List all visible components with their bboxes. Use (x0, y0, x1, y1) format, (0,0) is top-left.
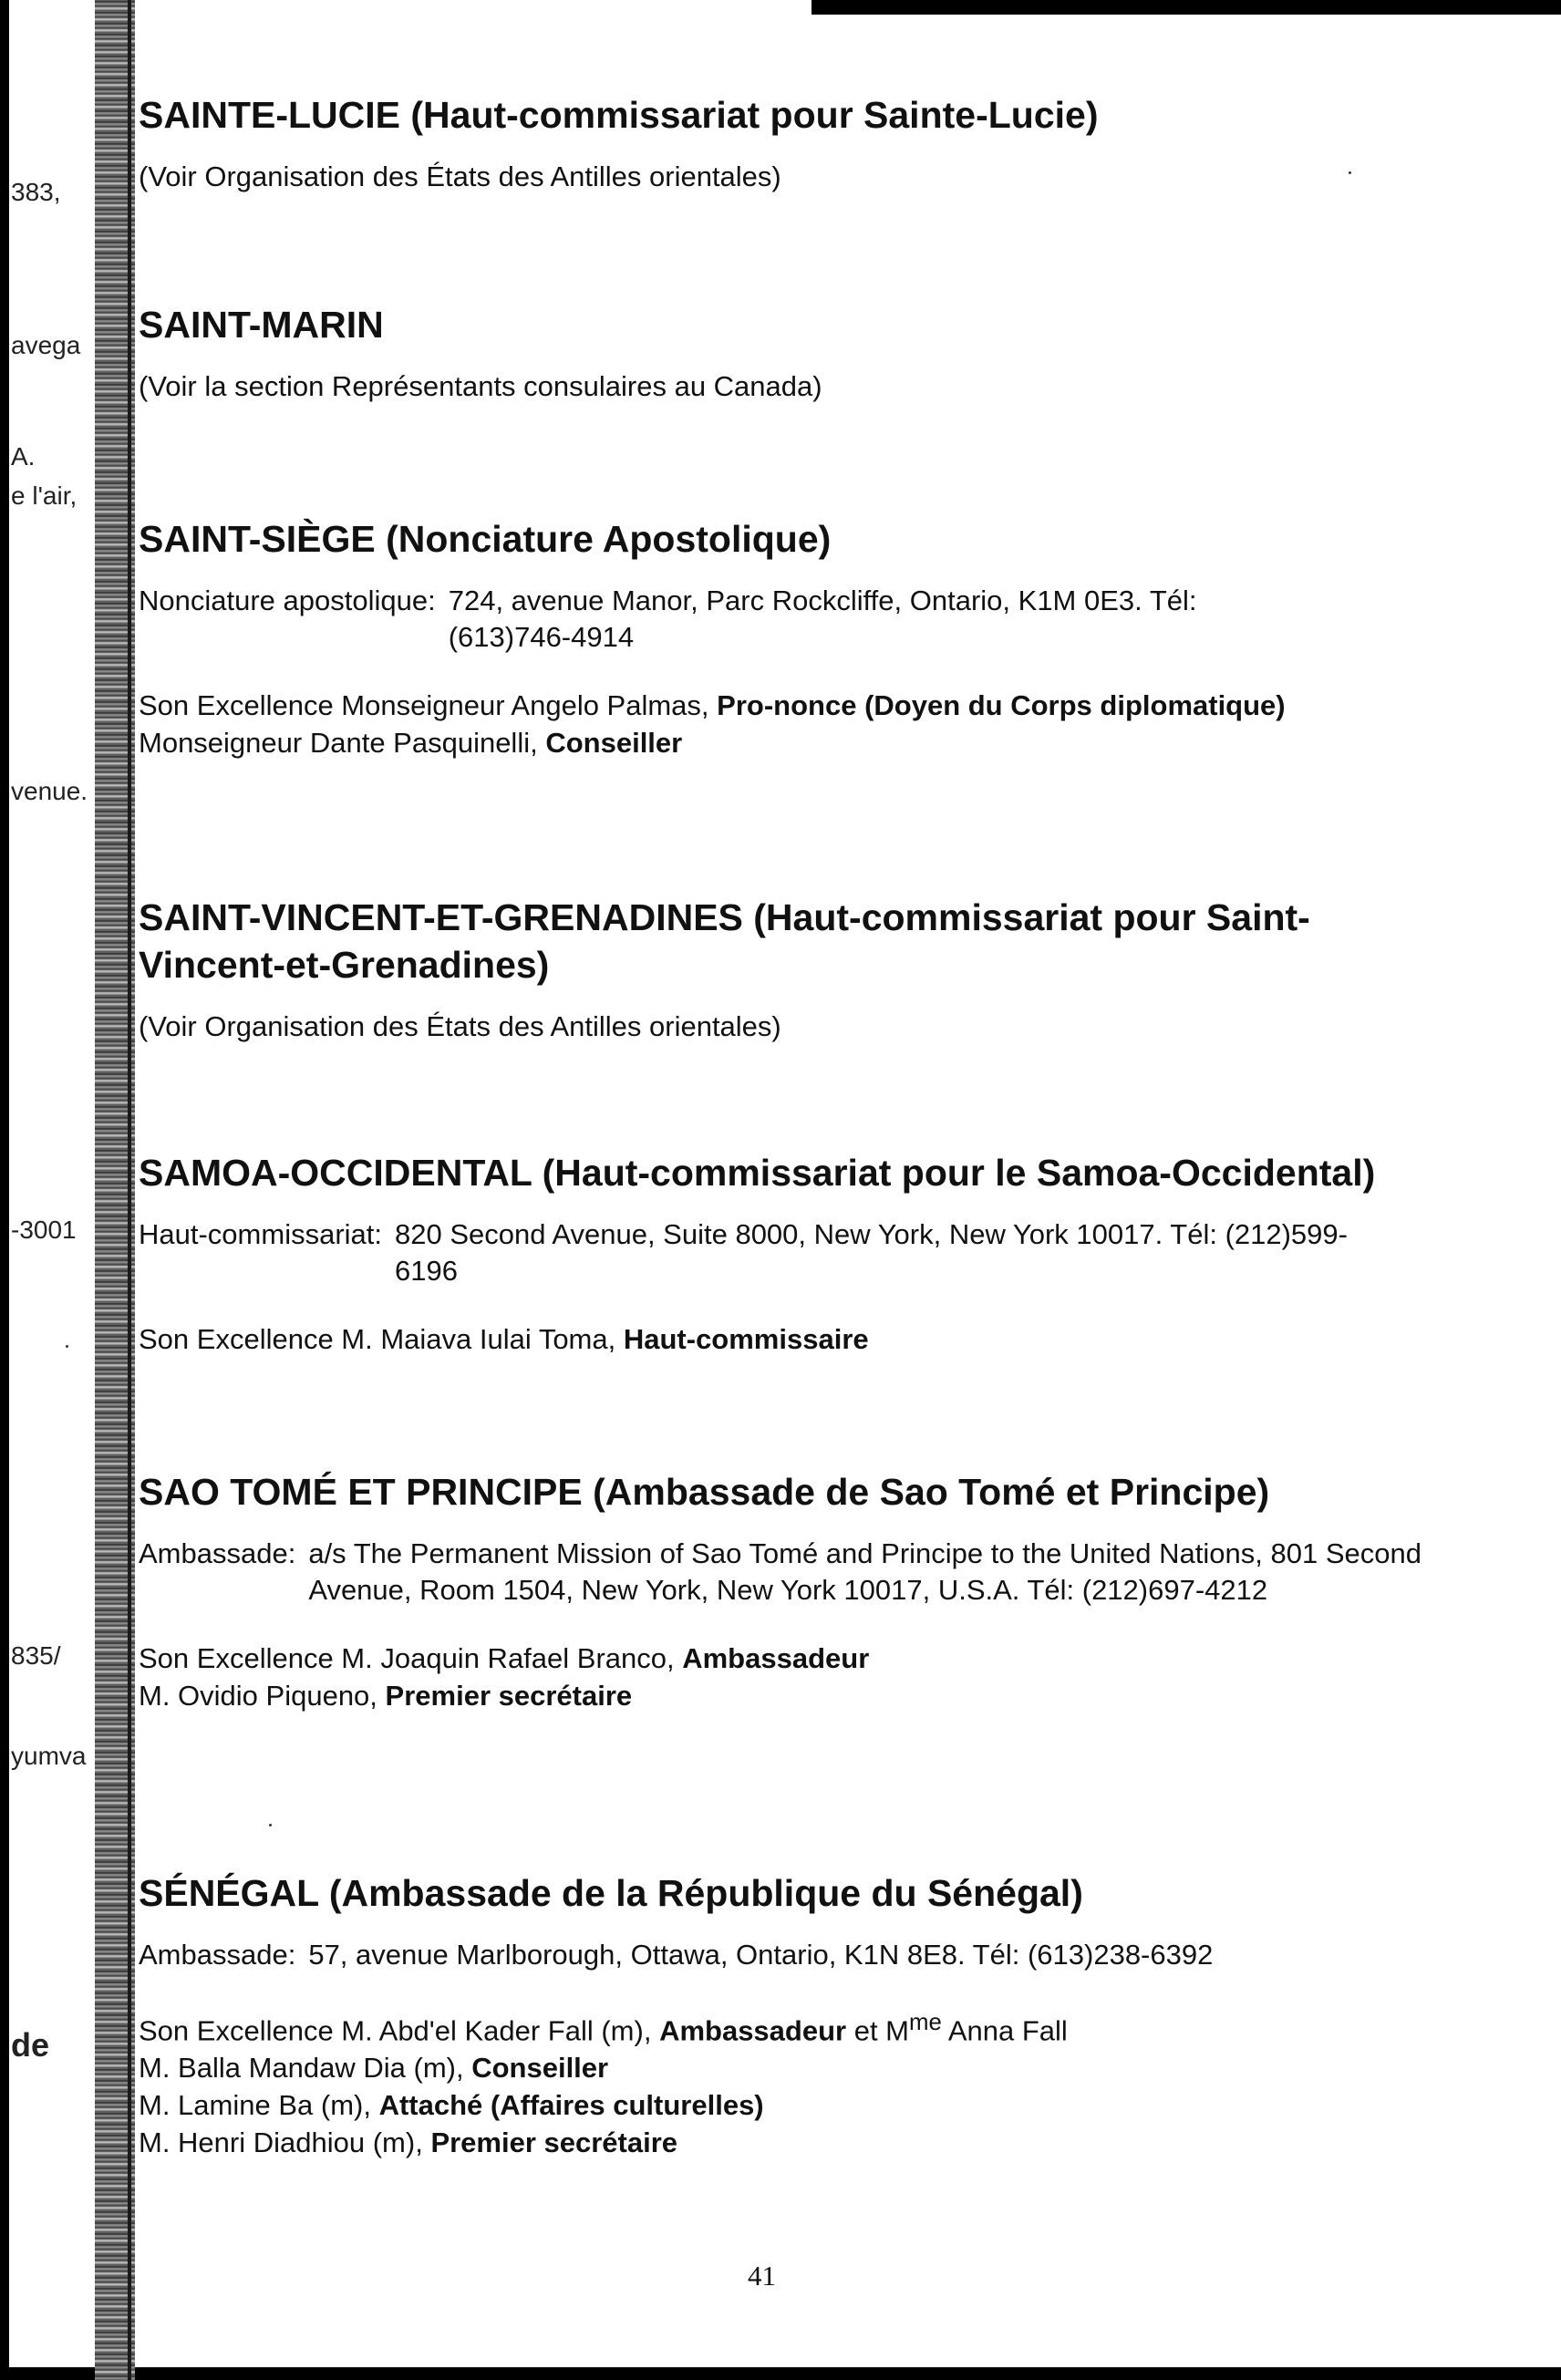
country-heading: SAO TOMÉ ET PRINCIPE (Ambassade de Sao Tomé et Principe) (139, 1471, 1270, 1513)
address-value: 724, avenue Manor, Parc Rockcliffe, Ontario, K1M 0E3. Tél: (613)746-4914 (448, 585, 1197, 653)
person-entry (139, 2086, 1488, 2124)
person-name: M. Balla Mandaw Dia (m), (139, 2052, 464, 2085)
country-heading: SAINTE-LUCIE (Haut-commissariat pour Sainte-Lucie) (139, 94, 1099, 136)
person-name: Son Excellence M. Abd'el Kader Fall (m), (139, 2014, 652, 2047)
person-title: Conseiller (471, 2052, 609, 2085)
address-value: 820 Second Avenue, Suite 8000, New York, New York 10017. Tél: (212)599-6196 (395, 1218, 1348, 1287)
person-title: Pro-nonce (Doyen du Corps diplomatique) (717, 689, 1286, 721)
cross-reference: (Voir Organisation des États des Antilles orientales) (139, 160, 781, 192)
entry-saint-marin (139, 301, 1488, 405)
page-number: 41 (748, 2260, 776, 2292)
margin-fragment: yumva (11, 1742, 87, 1770)
spouse-name: Anna Fall (947, 2014, 1068, 2047)
person-name: M. Lamine Ba (m), (139, 2089, 371, 2122)
margin-fragment: venue. (11, 777, 88, 805)
person-name: Son Excellence M. Joaquin Rafael Branco, (139, 1642, 675, 1674)
margin-fragment: 835/ (11, 1641, 61, 1670)
person-name: Son Excellence Monseigneur Angelo Palmas, (139, 689, 709, 721)
personnel-list (139, 1320, 1488, 1358)
address-label: Haut-commissariat: (139, 1218, 382, 1250)
address-block (139, 1216, 1488, 1289)
person-title: Ambassadeur (682, 1642, 870, 1674)
entry-saint-vincent-et-grenadines (139, 894, 1488, 1045)
person-entry (139, 1677, 1488, 1714)
address-block (139, 1536, 1488, 1609)
person-title: Haut-commissaire (623, 1323, 869, 1355)
entry-sainte-lucie (139, 91, 1488, 195)
person-entry (139, 2004, 1488, 2049)
entry-senegal (139, 1869, 1488, 2161)
binding-gutter-line (128, 0, 131, 2380)
margin-fragment: e l'air, (11, 481, 78, 510)
address-label: Nonciature apostolique: (139, 585, 436, 616)
person-title: Attaché (Affaires culturelles) (378, 2089, 764, 2122)
country-heading: SAMOA-OCCIDENTAL (Haut-commissariat pour le Samoa-Occidental) (139, 1152, 1376, 1194)
address-block (139, 583, 1488, 656)
person-name: M. Henri Diadhiou (m), (139, 2126, 423, 2159)
address-label: Ambassade: (139, 1537, 296, 1569)
entry-saint-siege (139, 515, 1488, 761)
scan-speck (269, 1824, 272, 1826)
country-heading: SAINT-VINCENT-ET-GRENADINES (Haut-commissariat pour Saint-Vincent-et-Grenadines) (139, 896, 1310, 986)
country-heading: SAINT-MARIN (139, 304, 384, 346)
margin-fragment: de (11, 2026, 50, 2064)
scan-bottom-edge (0, 2367, 1561, 2380)
margin-fragment: -3001 (11, 1216, 77, 1244)
country-heading: SAINT-SIÈGE (Nonciature Apostolique) (139, 518, 832, 560)
country-heading: SÉNÉGAL (Ambassade de la République du Sénégal) (139, 1872, 1083, 1914)
address-label: Ambassade: (139, 1939, 296, 1971)
person-name: Son Excellence M. Maiava Iulai Toma, (139, 1323, 616, 1355)
margin-fragment: avega (11, 331, 81, 359)
person-title: Ambassadeur (659, 2014, 847, 2047)
entry-sao-tome-et-principe (139, 1468, 1488, 1714)
personnel-list (139, 1640, 1488, 1714)
person-entry (139, 687, 1488, 724)
person-entry (139, 1320, 1488, 1358)
person-entry (139, 1640, 1488, 1677)
personnel-list (139, 2004, 1488, 2161)
address-block (139, 1937, 1488, 1973)
personnel-list (139, 687, 1488, 761)
scan-top-edge (812, 0, 1561, 15)
scan-left-edge (0, 0, 9, 2380)
person-name: Monseigneur Dante Pasquinelli, (139, 727, 538, 759)
scan-speck (66, 1345, 68, 1348)
address-value: a/s The Permanent Mission of Sao Tomé and Principe to the United Nations, 801 Second Avenue, Room 1504, New York, New York 10017, U.S.A. Tél: (212)697-4212 (308, 1537, 1421, 1606)
person-entry (139, 2124, 1488, 2161)
spouse-prefix: et M (853, 2014, 910, 2047)
person-entry (139, 2049, 1488, 2086)
person-title: Premier secrétaire (385, 1680, 633, 1712)
person-title: Conseiller (545, 727, 683, 759)
entry-samoa-occidental (139, 1149, 1488, 1358)
person-title: Premier secrétaire (430, 2126, 678, 2159)
cross-reference: (Voir la section Représentants consulaires au Canada) (139, 370, 822, 402)
person-entry (139, 724, 1488, 761)
margin-fragment: 383, (11, 178, 61, 206)
cross-reference: (Voir Organisation des États des Antilles orientales) (139, 1010, 781, 1042)
margin-fragment: A. (11, 442, 36, 471)
spouse-honorific-superscript: me (909, 2010, 942, 2035)
address-value: 57, avenue Marlborough, Ottawa, Ontario, K1N 8E8. Tél: (613)238-6392 (308, 1939, 1214, 1971)
person-name: M. Ovidio Piqueno, (139, 1680, 377, 1712)
